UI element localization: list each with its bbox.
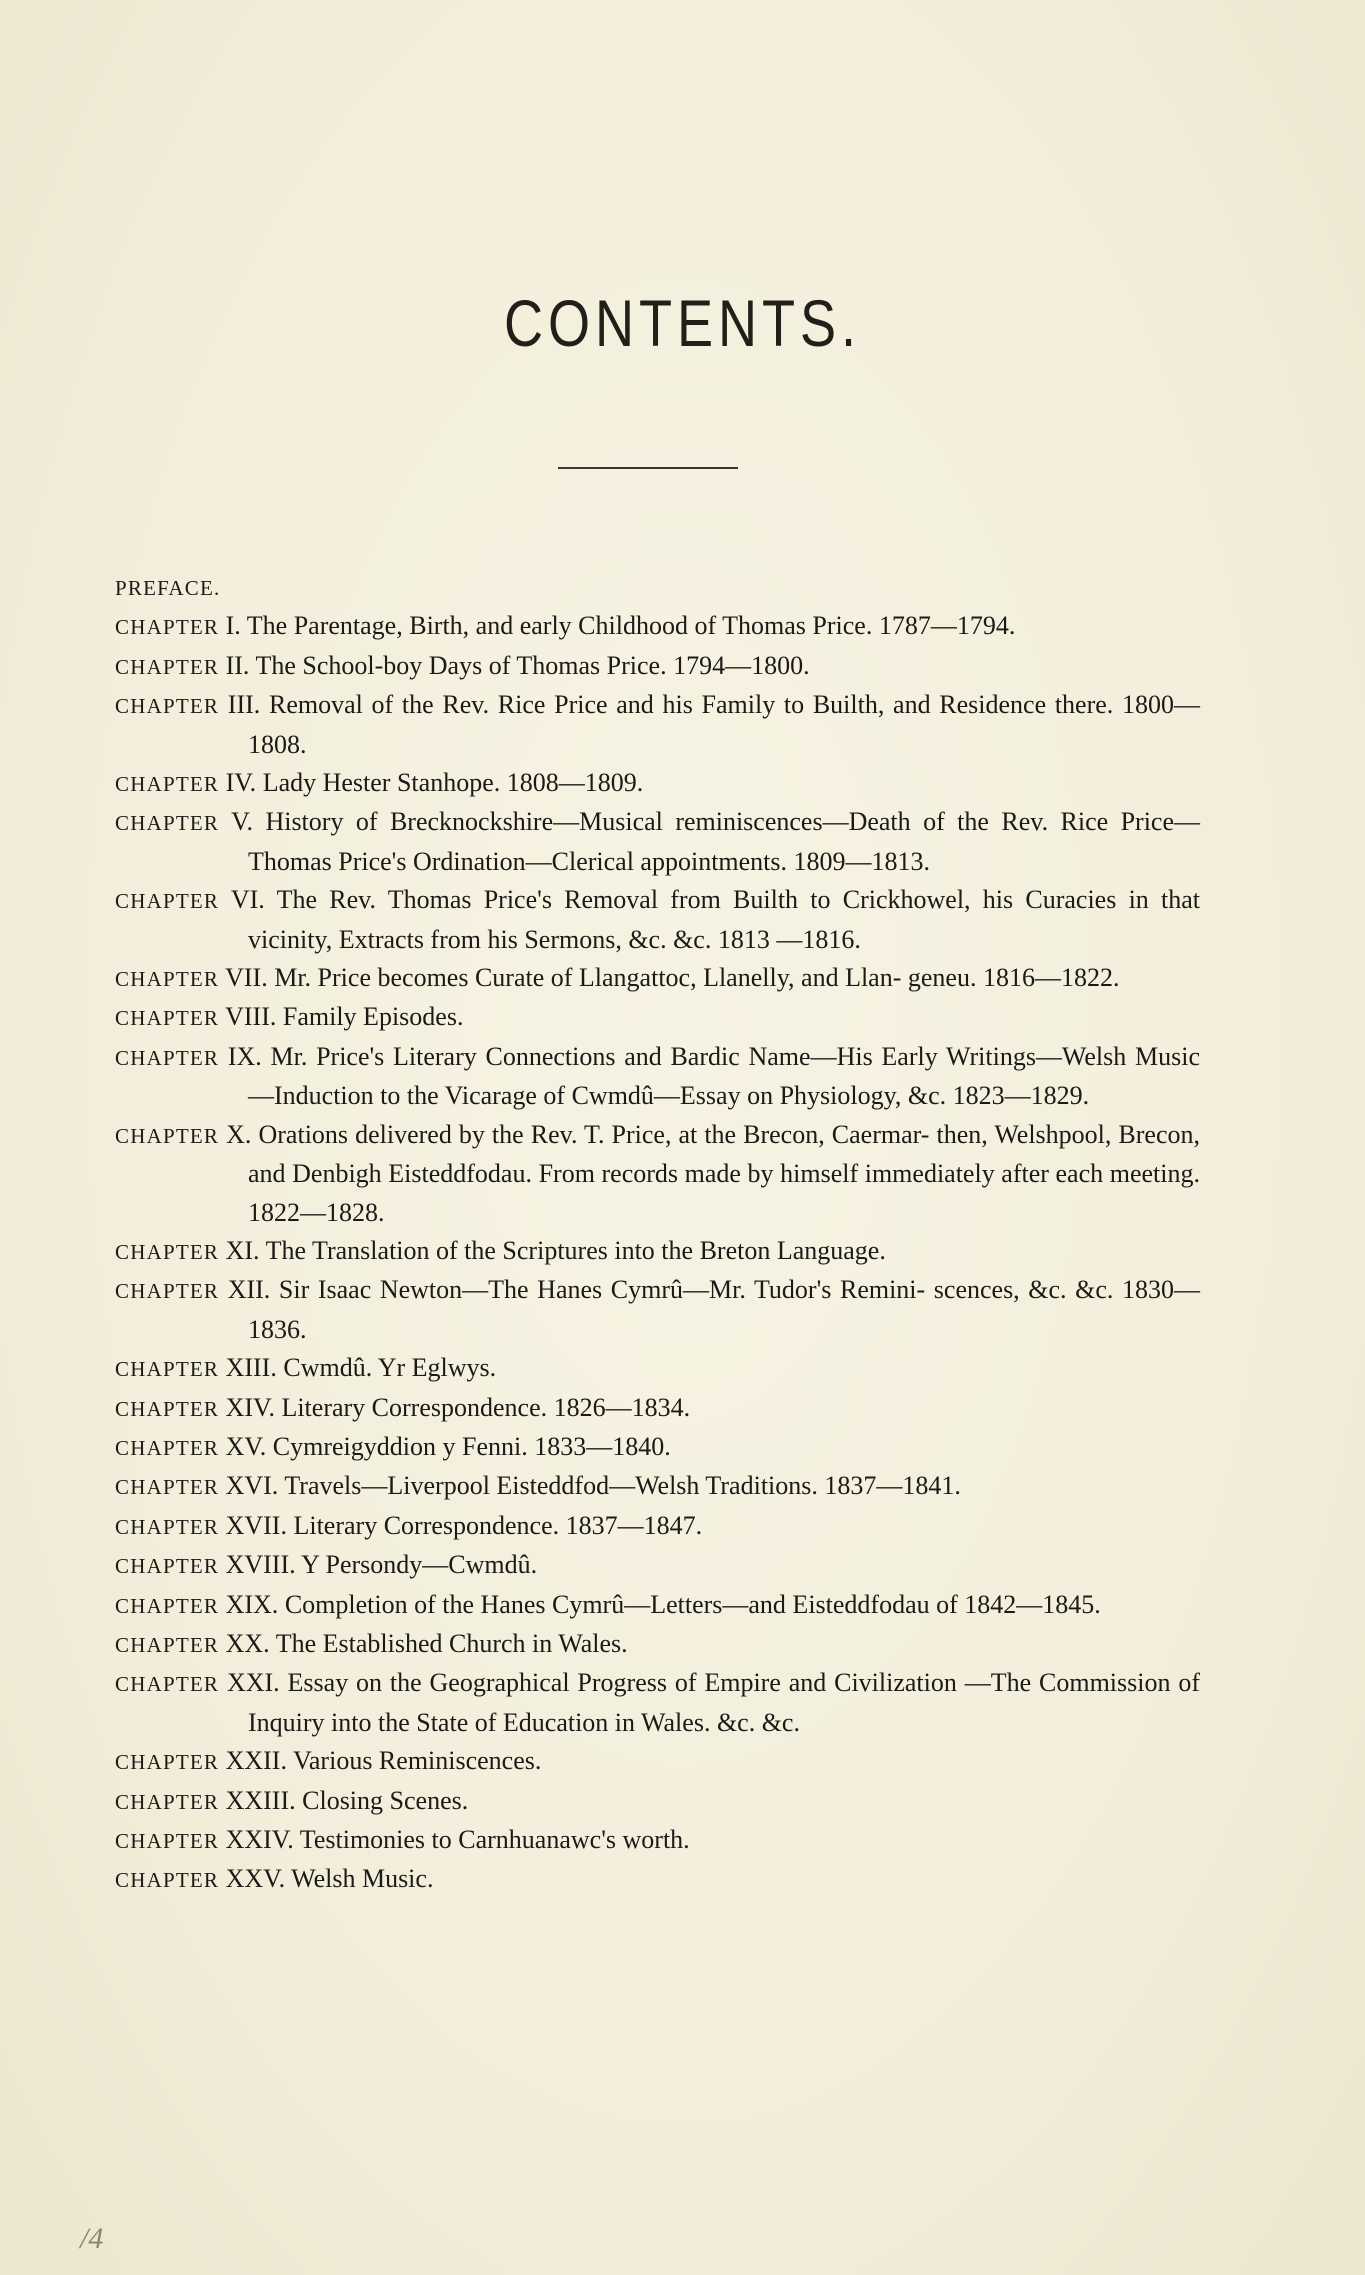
chapter-title: Removal of the Rev. Rice Price and his Family to Builth, and Residence there. 1800—1808.: [248, 690, 1201, 759]
chapter-number: VIII.: [225, 1002, 277, 1032]
chapter-label: CHAPTER: [115, 1239, 220, 1264]
chapter-label: CHAPTER: [115, 615, 220, 640]
chapter-title: Family Episodes.: [282, 1002, 464, 1032]
chapter-label: CHAPTER: [115, 654, 220, 679]
chapter-title: History of Brecknockshire—Musical reminiscences—Death of the Rev. Rice Price—Thomas Price's Ordination—Clerical appointments. 1809—1813.: [248, 807, 1200, 876]
chapter-number: XXI.: [226, 1668, 280, 1698]
chapter-title: Travels—Liverpool Eisteddfod—Welsh Traditions. 1837—1841.: [284, 1471, 961, 1501]
chapter-title: Cwmdû. Yr Eglwys.: [283, 1353, 497, 1383]
chapter-entry: [115, 1546, 1200, 1585]
chapter-number: XII.: [227, 1275, 271, 1305]
chapter-label: CHAPTER: [115, 967, 220, 992]
chapter-number: II.: [225, 650, 250, 680]
chapter-number: XIX.: [225, 1589, 279, 1619]
chapter-number: X.: [226, 1119, 252, 1149]
chapter-label: CHAPTER: [115, 1672, 220, 1697]
chapter-title: Testimonies to Carnhuanawc's worth.: [299, 1825, 690, 1854]
chapter-number: III.: [227, 690, 261, 720]
chapter-title: Welsh Music.: [291, 1864, 434, 1894]
chapter-label: CHAPTER: [115, 1435, 220, 1460]
chapter-label: CHAPTER: [115, 1475, 220, 1500]
chapter-entry: [115, 1586, 1200, 1625]
chapter-title: Completion of the Hanes Cymrû—Letters—and Eisteddfodau of 1842—1845.: [284, 1589, 1101, 1619]
chapter-entry: [115, 998, 1200, 1037]
chapter-label: CHAPTER: [115, 1789, 220, 1814]
chapter-title: The Translation of the Scriptures into the Breton Language.: [265, 1235, 886, 1265]
chapter-entry: [115, 1271, 1200, 1349]
chapter-label: CHAPTER: [115, 1357, 220, 1382]
chapter-entry: [115, 764, 1200, 803]
chapter-number: XV.: [225, 1431, 267, 1461]
chapter-title: Lady Hester Stanhope. 1808—1809.: [262, 768, 644, 798]
chapter-number: XVIII.: [225, 1550, 296, 1580]
chapter-number: V.: [231, 807, 253, 837]
chapter-title: Orations delivered by the Rev. T. Price, at the Brecon, Caermar- then, Welshpool, Brecon, and Denbigh Eisteddfodau. From records made by himself immediately after each meeting. 1822—1828.: [248, 1119, 1201, 1227]
chapter-entry: [115, 1232, 1200, 1271]
chapter-entry: [115, 881, 1200, 959]
chapter-entry: [115, 1507, 1200, 1546]
chapter-number: XVI.: [225, 1471, 279, 1501]
chapter-title: The Established Church in Wales.: [275, 1628, 628, 1658]
chapter-label: CHAPTER: [115, 772, 220, 797]
chapter-label: CHAPTER: [115, 1514, 220, 1539]
title-rule: [558, 467, 738, 469]
chapter-label: CHAPTER: [115, 889, 220, 914]
preface-entry: [115, 568, 1200, 607]
chapter-entry: [115, 686, 1200, 764]
margin-mark: /4: [80, 2222, 104, 2255]
chapter-title: The School-boy Days of Thomas Price. 1794—1800.: [255, 650, 810, 680]
chapter-title: Essay on the Geographical Progress of Empire and Civilization —The Commission of Inquiry into the State of Education in Wales. &c. &c.: [248, 1668, 1201, 1737]
chapter-entry: [115, 959, 1200, 998]
chapter-entry: [115, 803, 1200, 881]
chapter-title: Mr. Price becomes Curate of Llangattoc, Llanelly, and Llan- geneu. 1816—1822.: [274, 963, 1120, 993]
chapter-entry: [115, 607, 1200, 646]
chapter-entry: [115, 1467, 1200, 1506]
preface-label: PREFACE.: [115, 576, 221, 600]
chapter-label: CHAPTER: [115, 1632, 220, 1657]
chapter-number: XI.: [225, 1235, 260, 1265]
chapter-number: VII.: [225, 963, 268, 993]
chapter-entry: [115, 1116, 1200, 1232]
chapter-label: CHAPTER: [115, 1750, 220, 1775]
chapter-title: Closing Scenes.: [302, 1785, 469, 1815]
chapter-label: CHAPTER: [115, 1868, 220, 1893]
chapter-label: CHAPTER: [115, 1593, 220, 1618]
chapter-title: The Rev. Thomas Price's Removal from Builth to Crickhowel, his Curacies in that vicinity, Extracts from his Sermons, &c. &c. 1813 —1816.: [248, 885, 1201, 954]
chapter-label: CHAPTER: [115, 1396, 220, 1421]
chapter-entry: [115, 1349, 1200, 1388]
chapter-title: Literary Correspondence. 1826—1834.: [281, 1392, 691, 1422]
chapter-title: Literary Correspondence. 1837—1847.: [293, 1510, 703, 1540]
chapter-entry: [115, 1428, 1200, 1467]
chapter-number: XVII.: [225, 1510, 287, 1540]
chapter-label: CHAPTER: [115, 694, 220, 719]
chapter-number: I.: [225, 611, 241, 641]
chapter-number: XXIII.: [225, 1785, 296, 1815]
chapter-entry: [115, 1038, 1200, 1116]
chapter-label: CHAPTER: [115, 1123, 220, 1148]
chapter-number: IX.: [227, 1041, 262, 1071]
chapter-number: IV.: [225, 768, 257, 798]
chapter-title: Various Reminiscences.: [293, 1746, 542, 1776]
chapter-entry: [115, 1742, 1200, 1781]
chapter-title: The Parentage, Birth, and early Childhood of Thomas Price. 1787—1794.: [246, 611, 1016, 641]
chapter-label: CHAPTER: [115, 1045, 220, 1070]
chapter-number: XIV.: [225, 1392, 275, 1422]
chapter-number: XIII.: [225, 1353, 277, 1383]
chapter-entry: [115, 1860, 1200, 1899]
chapter-label: CHAPTER: [115, 811, 220, 836]
chapter-entry: [115, 1625, 1200, 1664]
chapter-number: XXV.: [225, 1864, 286, 1894]
chapter-title: Sir Isaac Newton—The Hanes Cymrû—Mr. Tudor's Remini- scences, &c. &c. 1830—1836.: [248, 1275, 1201, 1344]
chapter-label: CHAPTER: [115, 1829, 220, 1853]
chapter-number: XX.: [225, 1628, 270, 1658]
chapter-label: CHAPTER: [115, 1279, 220, 1304]
chapter-label: CHAPTER: [115, 1006, 220, 1031]
contents-list: [115, 568, 1200, 1900]
chapter-number: XXII.: [225, 1746, 287, 1776]
chapter-entry: [115, 1389, 1200, 1428]
chapter-entry: [115, 1821, 1200, 1860]
chapter-label: CHAPTER: [115, 1554, 220, 1579]
chapter-entry: [115, 647, 1200, 686]
chapter-entry: [115, 1782, 1200, 1821]
page-title: CONTENTS.: [504, 286, 861, 360]
chapter-title: Y Persondy—Cwmdû.: [301, 1550, 538, 1580]
chapter-number: XXIV.: [225, 1825, 294, 1854]
chapter-entry: [115, 1664, 1200, 1742]
chapter-number: VI.: [230, 885, 265, 915]
chapter-title: Mr. Price's Literary Connections and Bardic Name—His Early Writings—Welsh Music—Induction to the Vicarage of Cwmdû—Essay on Physiology, &c. 1823—1829.: [248, 1041, 1200, 1111]
chapter-title: Cymreigyddion y Fenni. 1833—1840.: [272, 1431, 671, 1461]
